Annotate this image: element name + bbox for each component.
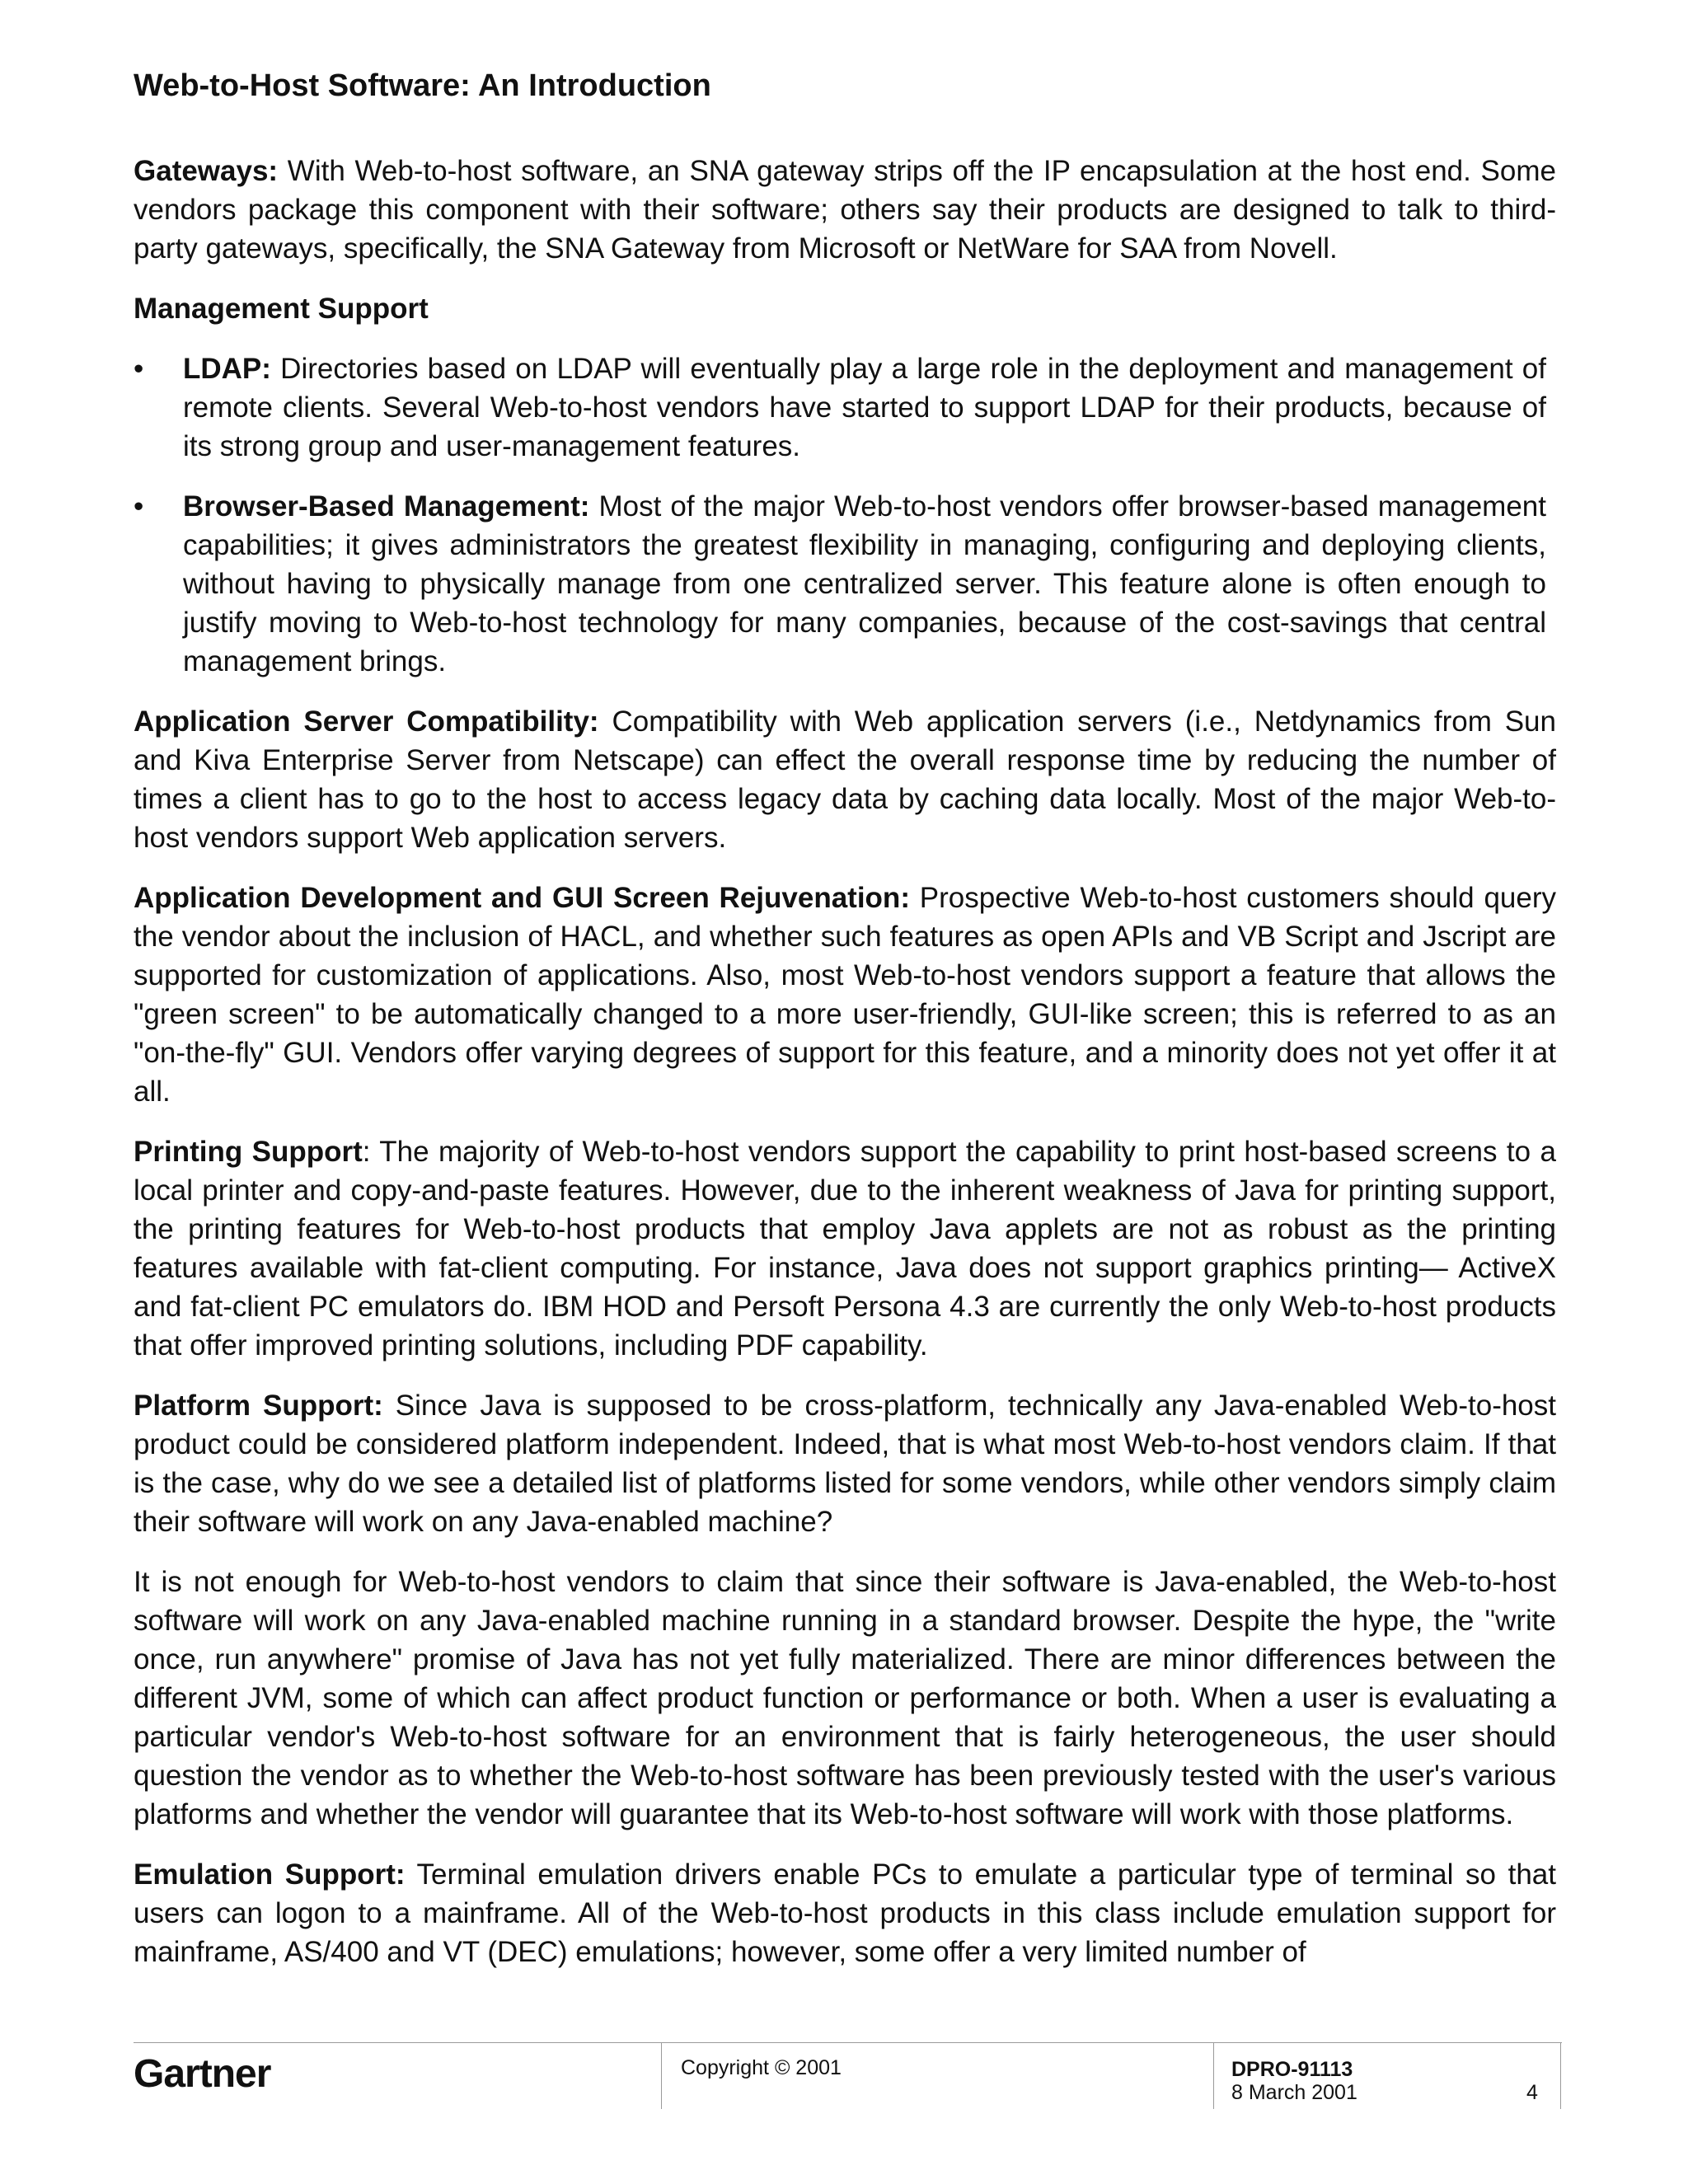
footer-divider [1560,2043,1561,2109]
platform-paragraph [134,1386,1556,1541]
document-id: DPRO-91113 [1231,2058,1353,2081]
list-item-ldap [134,349,1556,466]
ldap-text: Directories based on LDAP will eventually play a large role in the deployment and management of remote clients. Several Web-to-host vendors have started to support LDAP for their products, because of its strong group and user-management features. [183,353,1546,462]
app-dev-paragraph [134,879,1556,1111]
gateways-text: With Web-to-host software, an SNA gateway strips off the IP encapsulation at the host end. Some vendors package this component with their software; others say their products are designed to talk to third-party gateways, specifically, the SNA Gateway from Microsoft or NetWare for SAA from Novell. [134,155,1556,265]
copyright-text: Copyright © 2001 [681,2056,842,2079]
app-dev-lead: Application Development and GUI Screen Rejuvenation: [134,882,910,914]
footer-divider [1213,2043,1214,2109]
printing-lead: Printing Support [134,1136,363,1168]
app-dev-text: Prospective Web-to-host customers should query the vendor about the inclusion of HACL, and whether such features as open APIs and VB Script and Jscript are supported for customization of applications. Also, most Web-to-host vendors support a feature that allows the "green screen" to be automatically changed to a more user-friendly, GUI-like screen; this is referred to as an "on-the-fly" GUI. Vendors offer varying degrees of support for this feature, and a minority does not yet offer it at all. [134,882,1556,1108]
management-support-list [134,349,1556,681]
list-item-browser-management [134,487,1556,681]
management-support-heading: Management Support [134,293,429,325]
app-server-text: Compatibility with Web application servers (i.e., Netdynamics from Sun and Kiva Enterprise Server from Netscape) can effect the overall response time by reducing the number of times a client has to go to the host to access legacy data by caching data locally. Most of the major Web-to-host vendors support Web application servers. [134,705,1556,854]
page-title: Web-to-Host Software: An Introduction [134,68,711,103]
app-server-lead: Application Server Compatibility: [134,705,599,738]
printing-paragraph [134,1132,1556,1365]
platform-continued-paragraph: It is not enough for Web-to-host vendors to claim that since their software is Java-enabled, the Web-to-host software will work on any Java-enabled machine running in a standard browser. Despite the hype, the "write once, run anywhere" promise of Java has not yet fully materialized. There are minor differences between the different JVM, some of which can affect product function or performance or both. When a user is evaluating a particular vendor's Web-to-host software for an environment that is fairly heterogeneous, the user should question the vendor as to whether the Web-to-host software has been previously tested with the user's various platforms and whether the vendor will guarantee that its Web-to-host software will work with those platforms. [134,1566,1556,1830]
document-date: 8 March 2001 [1231,2081,1357,2104]
gartner-logo: Gartner [134,2052,271,2096]
platform-lead: Platform Support: [134,1390,383,1422]
bullet-icon: • [134,490,144,523]
footer-divider [661,2043,662,2109]
page-number: 4 [1526,2081,1538,2104]
document-body [134,63,1556,1993]
emulation-text: Terminal emulation drivers enable PCs to emulate a particular type of terminal so that users can logon to a mainframe. All of the Web-to-host products in this class include emulation support for mainframe, AS/400 and VT (DEC) emulations; however, some offer a very limited number of [134,1858,1556,1968]
printing-text: : The majority of Web-to-host vendors support the capability to print host-based screens to a local printer and copy-and-paste features. However, due to the inherent weakness of Java for printing support, the printing features for Web-to-host products that employ Java applets are not as robust as the printing features available with fat-client computing. For instance, Java does not support graphics printing— ActiveX and fat-client PC emulators do. IBM HOD and Persoft Persona 4.3 are currently the only Web-to-host products that offer improved printing solutions, including PDF capability. [134,1136,1556,1361]
emulation-paragraph [134,1855,1556,1971]
platform-text: Since Java is supposed to be cross-platform, technically any Java-enabled Web-to-host product could be considered platform independent. Indeed, that is what most Web-to-host vendors claim. If that is the case, why do we see a detailed list of platforms listed for some vendors, while other vendors simply claim their software will work on any Java-enabled machine? [134,1390,1556,1538]
app-server-paragraph [134,702,1556,857]
bullet-icon: • [134,353,144,385]
browser-management-text: Most of the major Web-to-host vendors offer browser-based management capabilities; it gives administrators the greatest flexibility in managing, configuring and deploying clients, without having to physically manage from one centralized server. This feature alone is often enough to justify moving to Web-to-host technology for many companies, because of the cost-savings that central management brings. [183,490,1546,677]
emulation-lead: Emulation Support: [134,1858,406,1891]
gateways-paragraph [134,152,1556,268]
gateways-lead: Gateways: [134,155,279,187]
page-footer [134,2042,1562,2109]
browser-management-lead: Browser-Based Management: [183,490,590,523]
ldap-lead: LDAP: [183,353,271,385]
